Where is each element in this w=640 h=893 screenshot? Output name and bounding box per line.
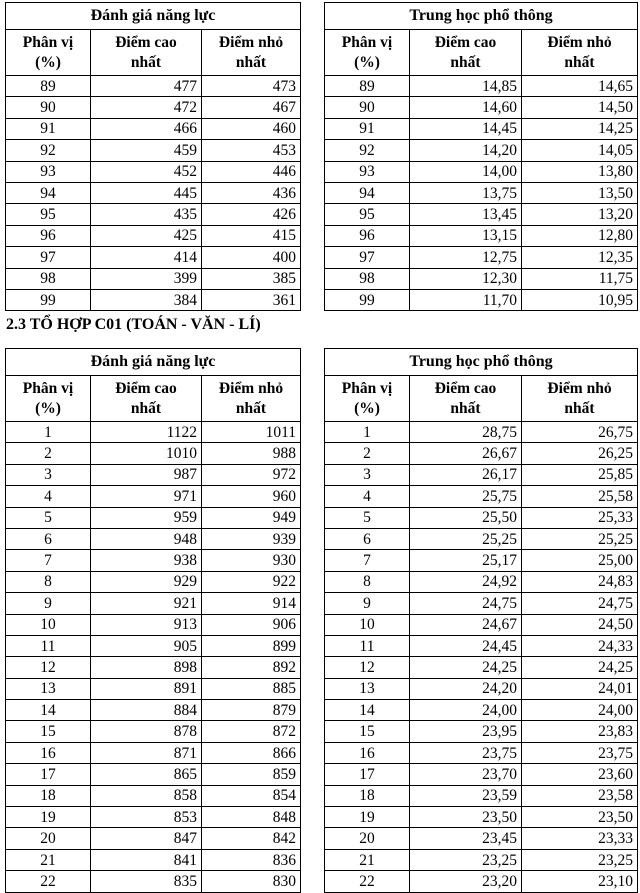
cell-diem-nho-nhat: 854: [202, 785, 301, 806]
cell-phan-vi: 16: [325, 742, 410, 763]
cell-phan-vi: 8: [6, 571, 91, 592]
cell-diem-cao-nhat: 853: [91, 807, 202, 828]
cell-phan-vi: 97: [6, 247, 91, 268]
cell-diem-cao-nhat: 25,17: [410, 550, 522, 571]
cell-diem-cao-nhat: 14,00: [410, 161, 522, 182]
table-row: [6, 635, 301, 656]
cell-diem-cao-nhat: 24,75: [410, 593, 522, 614]
table-row: [6, 225, 301, 246]
cell-diem-nho-nhat: 473: [202, 76, 301, 97]
header-diem-nho-nhat: Điểm nhỏ nhất: [202, 376, 301, 422]
cell-diem-cao-nhat: 23,95: [410, 721, 522, 742]
cell-diem-cao-nhat: 23,25: [410, 849, 522, 870]
cell-phan-vi: 20: [325, 828, 410, 849]
cell-phan-vi: 3: [6, 464, 91, 485]
table-row: [6, 422, 301, 443]
cell-diem-cao-nhat: 1010: [91, 443, 202, 464]
table-row: [325, 721, 638, 742]
cell-diem-cao-nhat: 959: [91, 507, 202, 528]
table-row: [6, 204, 301, 225]
cell-phan-vi: 21: [325, 849, 410, 870]
table-row: [6, 571, 301, 592]
cell-diem-nho-nhat: 930: [202, 550, 301, 571]
cell-diem-nho-nhat: 14,05: [522, 140, 638, 161]
table-row: [6, 764, 301, 785]
cell-diem-cao-nhat: 466: [91, 118, 202, 139]
table-row: [6, 550, 301, 571]
cell-diem-cao-nhat: 28,75: [410, 422, 522, 443]
cell-diem-cao-nhat: 384: [91, 289, 202, 310]
table-row: [325, 700, 638, 721]
cell-phan-vi: 17: [6, 764, 91, 785]
table-title: Đánh giá năng lực: [6, 349, 301, 376]
cell-diem-nho-nhat: 14,25: [522, 118, 638, 139]
cell-phan-vi: 12: [325, 657, 410, 678]
cell-diem-cao-nhat: 871: [91, 742, 202, 763]
cell-diem-nho-nhat: 400: [202, 247, 301, 268]
cell-diem-nho-nhat: 426: [202, 204, 301, 225]
cell-diem-nho-nhat: 14,65: [522, 76, 638, 97]
cell-diem-nho-nhat: 25,00: [522, 550, 638, 571]
table-row: [6, 721, 301, 742]
cell-phan-vi: 12: [6, 657, 91, 678]
cell-phan-vi: 99: [6, 289, 91, 310]
cell-diem-cao-nhat: 425: [91, 225, 202, 246]
cell-diem-nho-nhat: 899: [202, 635, 301, 656]
cell-diem-nho-nhat: 12,35: [522, 247, 638, 268]
table-row: [6, 247, 301, 268]
table-row: [325, 182, 638, 203]
cell-phan-vi: 98: [325, 268, 410, 289]
header-phan-vi: Phân vị (%): [6, 376, 91, 422]
table-row: [325, 528, 638, 549]
cell-phan-vi: 89: [6, 76, 91, 97]
cell-diem-nho-nhat: 24,83: [522, 571, 638, 592]
header-diem-cao-nhat: Điểm cao nhất: [91, 376, 202, 422]
header-diem-cao-nhat: Điểm cao nhất: [410, 30, 522, 76]
cell-diem-nho-nhat: 24,00: [522, 700, 638, 721]
table-row: [6, 289, 301, 310]
table-row: [325, 118, 638, 139]
cell-phan-vi: 6: [6, 528, 91, 549]
cell-diem-cao-nhat: 971: [91, 486, 202, 507]
cell-diem-cao-nhat: 414: [91, 247, 202, 268]
table-row: [6, 828, 301, 849]
cell-phan-vi: 11: [6, 635, 91, 656]
cell-diem-nho-nhat: 23,33: [522, 828, 638, 849]
cell-phan-vi: 18: [325, 785, 410, 806]
cell-diem-nho-nhat: 23,58: [522, 785, 638, 806]
table-row: [6, 76, 301, 97]
cell-diem-cao-nhat: 23,50: [410, 807, 522, 828]
table-row: [6, 593, 301, 614]
cell-diem-nho-nhat: 13,80: [522, 161, 638, 182]
cell-diem-nho-nhat: 11,75: [522, 268, 638, 289]
cell-diem-nho-nhat: 960: [202, 486, 301, 507]
cell-diem-nho-nhat: 24,50: [522, 614, 638, 635]
cell-diem-cao-nhat: 14,45: [410, 118, 522, 139]
cell-diem-nho-nhat: 13,20: [522, 204, 638, 225]
cell-diem-cao-nhat: 24,00: [410, 700, 522, 721]
cell-diem-cao-nhat: 23,45: [410, 828, 522, 849]
cell-diem-nho-nhat: 24,33: [522, 635, 638, 656]
table-row: [6, 268, 301, 289]
cell-diem-cao-nhat: 435: [91, 204, 202, 225]
table-row: [325, 635, 638, 656]
cell-diem-cao-nhat: 24,25: [410, 657, 522, 678]
cell-diem-cao-nhat: 24,92: [410, 571, 522, 592]
table-row: [325, 486, 638, 507]
table-dgnl-top: [5, 2, 301, 311]
header-diem-cao-nhat: Điểm cao nhất: [410, 376, 522, 422]
table-row: [6, 807, 301, 828]
cell-diem-nho-nhat: 914: [202, 593, 301, 614]
cell-diem-nho-nhat: 836: [202, 849, 301, 870]
cell-diem-cao-nhat: 13,45: [410, 204, 522, 225]
cell-diem-cao-nhat: 12,30: [410, 268, 522, 289]
cell-diem-cao-nhat: 14,60: [410, 97, 522, 118]
cell-phan-vi: 18: [6, 785, 91, 806]
cell-phan-vi: 15: [325, 721, 410, 742]
cell-phan-vi: 13: [325, 678, 410, 699]
cell-diem-cao-nhat: 865: [91, 764, 202, 785]
cell-diem-nho-nhat: 906: [202, 614, 301, 635]
table-row: [6, 507, 301, 528]
cell-diem-cao-nhat: 399: [91, 268, 202, 289]
table-row: [325, 140, 638, 161]
cell-diem-nho-nhat: 24,25: [522, 657, 638, 678]
cell-diem-cao-nhat: 835: [91, 871, 202, 892]
cell-diem-nho-nhat: 25,33: [522, 507, 638, 528]
table-row: [6, 871, 301, 892]
cell-diem-cao-nhat: 938: [91, 550, 202, 571]
cell-diem-nho-nhat: 12,80: [522, 225, 638, 246]
table-row: [325, 268, 638, 289]
table-title: Đánh giá năng lực: [6, 3, 301, 30]
cell-diem-nho-nhat: 23,60: [522, 764, 638, 785]
cell-phan-vi: 95: [6, 204, 91, 225]
cell-diem-nho-nhat: 939: [202, 528, 301, 549]
table-row: [325, 507, 638, 528]
cell-diem-nho-nhat: 988: [202, 443, 301, 464]
table-row: [325, 204, 638, 225]
table-row: [6, 443, 301, 464]
cell-phan-vi: 13: [6, 678, 91, 699]
table-dgnl-c01: [5, 348, 301, 893]
cell-diem-cao-nhat: 24,67: [410, 614, 522, 635]
table-row: [6, 182, 301, 203]
table-row: [325, 849, 638, 870]
cell-diem-cao-nhat: 13,75: [410, 182, 522, 203]
cell-phan-vi: 5: [6, 507, 91, 528]
table-thpt-c01: [324, 348, 638, 893]
table-row: [6, 678, 301, 699]
cell-phan-vi: 3: [325, 464, 410, 485]
table-row: [325, 657, 638, 678]
cell-phan-vi: 7: [325, 550, 410, 571]
cell-diem-cao-nhat: 858: [91, 785, 202, 806]
cell-diem-nho-nhat: 467: [202, 97, 301, 118]
cell-diem-cao-nhat: 898: [91, 657, 202, 678]
cell-diem-nho-nhat: 446: [202, 161, 301, 182]
cell-phan-vi: 94: [325, 182, 410, 203]
table-row: [325, 464, 638, 485]
cell-diem-cao-nhat: 23,70: [410, 764, 522, 785]
cell-phan-vi: 15: [6, 721, 91, 742]
table-row: [325, 289, 638, 310]
cell-phan-vi: 11: [325, 635, 410, 656]
cell-diem-nho-nhat: 872: [202, 721, 301, 742]
cell-diem-cao-nhat: 878: [91, 721, 202, 742]
table-row: [325, 97, 638, 118]
cell-diem-cao-nhat: 452: [91, 161, 202, 182]
cell-diem-cao-nhat: 14,85: [410, 76, 522, 97]
cell-diem-cao-nhat: 11,70: [410, 289, 522, 310]
table-row: [325, 161, 638, 182]
cell-diem-nho-nhat: 922: [202, 571, 301, 592]
table-row: [325, 571, 638, 592]
cell-diem-nho-nhat: 24,01: [522, 678, 638, 699]
table-row: [6, 700, 301, 721]
cell-diem-cao-nhat: 1122: [91, 422, 202, 443]
cell-diem-cao-nhat: 13,15: [410, 225, 522, 246]
cell-phan-vi: 9: [325, 593, 410, 614]
cell-phan-vi: 22: [325, 871, 410, 892]
cell-phan-vi: 1: [6, 422, 91, 443]
cell-diem-cao-nhat: 24,20: [410, 678, 522, 699]
table-row: [6, 528, 301, 549]
table-row: [325, 550, 638, 571]
cell-phan-vi: 20: [6, 828, 91, 849]
cell-diem-cao-nhat: 26,67: [410, 443, 522, 464]
table-row: [325, 785, 638, 806]
table-row: [6, 161, 301, 182]
cell-phan-vi: 93: [325, 161, 410, 182]
cell-diem-nho-nhat: 25,85: [522, 464, 638, 485]
table-title: Trung học phổ thông: [325, 3, 638, 30]
cell-diem-nho-nhat: 13,50: [522, 182, 638, 203]
cell-phan-vi: 22: [6, 871, 91, 892]
cell-diem-nho-nhat: 885: [202, 678, 301, 699]
cell-diem-nho-nhat: 453: [202, 140, 301, 161]
cell-phan-vi: 94: [6, 182, 91, 203]
cell-phan-vi: 10: [325, 614, 410, 635]
cell-diem-nho-nhat: 23,75: [522, 742, 638, 763]
cell-phan-vi: 97: [325, 247, 410, 268]
cell-phan-vi: 9: [6, 593, 91, 614]
cell-phan-vi: 8: [325, 571, 410, 592]
cell-diem-nho-nhat: 23,10: [522, 871, 638, 892]
cell-diem-nho-nhat: 25,58: [522, 486, 638, 507]
cell-phan-vi: 16: [6, 742, 91, 763]
cell-diem-nho-nhat: 24,75: [522, 593, 638, 614]
cell-phan-vi: 21: [6, 849, 91, 870]
header-phan-vi: Phân vị (%): [325, 30, 410, 76]
cell-diem-cao-nhat: 472: [91, 97, 202, 118]
cell-phan-vi: 19: [6, 807, 91, 828]
cell-phan-vi: 14: [6, 700, 91, 721]
header-diem-nho-nhat: Điểm nhỏ nhất: [202, 30, 301, 76]
cell-diem-nho-nhat: 10,95: [522, 289, 638, 310]
table-row: [6, 464, 301, 485]
cell-phan-vi: 5: [325, 507, 410, 528]
cell-diem-nho-nhat: 848: [202, 807, 301, 828]
table-row: [325, 764, 638, 785]
cell-diem-cao-nhat: 23,20: [410, 871, 522, 892]
header-phan-vi: Phân vị (%): [6, 30, 91, 76]
table-row: [6, 785, 301, 806]
table-row: [325, 225, 638, 246]
table-row: [325, 678, 638, 699]
cell-diem-nho-nhat: 949: [202, 507, 301, 528]
cell-diem-cao-nhat: 12,75: [410, 247, 522, 268]
cell-diem-cao-nhat: 23,59: [410, 785, 522, 806]
cell-diem-nho-nhat: 23,83: [522, 721, 638, 742]
table-row: [325, 443, 638, 464]
cell-diem-nho-nhat: 436: [202, 182, 301, 203]
table-row: [6, 614, 301, 635]
cell-diem-cao-nhat: 445: [91, 182, 202, 203]
table-row: [325, 247, 638, 268]
cell-diem-cao-nhat: 948: [91, 528, 202, 549]
cell-diem-cao-nhat: 477: [91, 76, 202, 97]
table-thpt-top: [324, 2, 638, 311]
table-row: [325, 422, 638, 443]
cell-phan-vi: 91: [6, 118, 91, 139]
cell-diem-nho-nhat: 879: [202, 700, 301, 721]
cell-diem-cao-nhat: 25,25: [410, 528, 522, 549]
cell-diem-cao-nhat: 913: [91, 614, 202, 635]
cell-diem-nho-nhat: 859: [202, 764, 301, 785]
cell-phan-vi: 2: [6, 443, 91, 464]
cell-phan-vi: 1: [325, 422, 410, 443]
cell-diem-cao-nhat: 23,75: [410, 742, 522, 763]
cell-diem-nho-nhat: 23,50: [522, 807, 638, 828]
cell-diem-cao-nhat: 891: [91, 678, 202, 699]
cell-diem-nho-nhat: 415: [202, 225, 301, 246]
cell-diem-cao-nhat: 25,75: [410, 486, 522, 507]
cell-phan-vi: 17: [325, 764, 410, 785]
cell-diem-cao-nhat: 847: [91, 828, 202, 849]
cell-phan-vi: 90: [6, 97, 91, 118]
cell-diem-nho-nhat: 892: [202, 657, 301, 678]
cell-phan-vi: 2: [325, 443, 410, 464]
header-diem-nho-nhat: Điểm nhỏ nhất: [522, 376, 638, 422]
table-row: [6, 849, 301, 870]
table-row: [6, 97, 301, 118]
header-phan-vi: Phân vị (%): [325, 376, 410, 422]
cell-diem-cao-nhat: 841: [91, 849, 202, 870]
table-title: Trung học phổ thông: [325, 349, 638, 376]
cell-diem-nho-nhat: 842: [202, 828, 301, 849]
cell-phan-vi: 92: [325, 140, 410, 161]
cell-phan-vi: 89: [325, 76, 410, 97]
table-row: [6, 742, 301, 763]
cell-phan-vi: 96: [325, 225, 410, 246]
cell-phan-vi: 95: [325, 204, 410, 225]
cell-diem-nho-nhat: 23,25: [522, 849, 638, 870]
cell-diem-nho-nhat: 866: [202, 742, 301, 763]
cell-phan-vi: 93: [6, 161, 91, 182]
cell-diem-nho-nhat: 460: [202, 118, 301, 139]
table-row: [6, 486, 301, 507]
cell-diem-nho-nhat: 972: [202, 464, 301, 485]
table-row: [325, 614, 638, 635]
cell-diem-cao-nhat: 26,17: [410, 464, 522, 485]
cell-phan-vi: 7: [6, 550, 91, 571]
cell-diem-nho-nhat: 1011: [202, 422, 301, 443]
table-row: [6, 118, 301, 139]
header-diem-cao-nhat: Điểm cao nhất: [91, 30, 202, 76]
cell-diem-cao-nhat: 459: [91, 140, 202, 161]
table-row: [6, 657, 301, 678]
cell-phan-vi: 99: [325, 289, 410, 310]
cell-diem-cao-nhat: 14,20: [410, 140, 522, 161]
cell-diem-nho-nhat: 25,25: [522, 528, 638, 549]
cell-phan-vi: 10: [6, 614, 91, 635]
cell-phan-vi: 19: [325, 807, 410, 828]
section-heading: 2.3 TỔ HỢP C01 (TOÁN - VĂN - LÍ): [6, 316, 261, 333]
cell-diem-cao-nhat: 921: [91, 593, 202, 614]
cell-diem-nho-nhat: 361: [202, 289, 301, 310]
cell-phan-vi: 96: [6, 225, 91, 246]
cell-phan-vi: 90: [325, 97, 410, 118]
cell-phan-vi: 4: [325, 486, 410, 507]
cell-diem-nho-nhat: 26,25: [522, 443, 638, 464]
cell-diem-cao-nhat: 884: [91, 700, 202, 721]
cell-diem-cao-nhat: 987: [91, 464, 202, 485]
cell-diem-nho-nhat: 830: [202, 871, 301, 892]
cell-diem-cao-nhat: 25,50: [410, 507, 522, 528]
table-row: [6, 140, 301, 161]
cell-diem-cao-nhat: 24,45: [410, 635, 522, 656]
cell-phan-vi: 91: [325, 118, 410, 139]
cell-phan-vi: 6: [325, 528, 410, 549]
cell-diem-cao-nhat: 905: [91, 635, 202, 656]
header-diem-nho-nhat: Điểm nhỏ nhất: [522, 30, 638, 76]
table-row: [325, 742, 638, 763]
cell-diem-cao-nhat: 929: [91, 571, 202, 592]
table-row: [325, 76, 638, 97]
cell-diem-nho-nhat: 26,75: [522, 422, 638, 443]
cell-phan-vi: 92: [6, 140, 91, 161]
cell-phan-vi: 14: [325, 700, 410, 721]
table-row: [325, 807, 638, 828]
table-row: [325, 593, 638, 614]
table-row: [325, 828, 638, 849]
cell-diem-nho-nhat: 14,50: [522, 97, 638, 118]
cell-diem-nho-nhat: 385: [202, 268, 301, 289]
table-row: [325, 871, 638, 892]
cell-phan-vi: 98: [6, 268, 91, 289]
cell-phan-vi: 4: [6, 486, 91, 507]
